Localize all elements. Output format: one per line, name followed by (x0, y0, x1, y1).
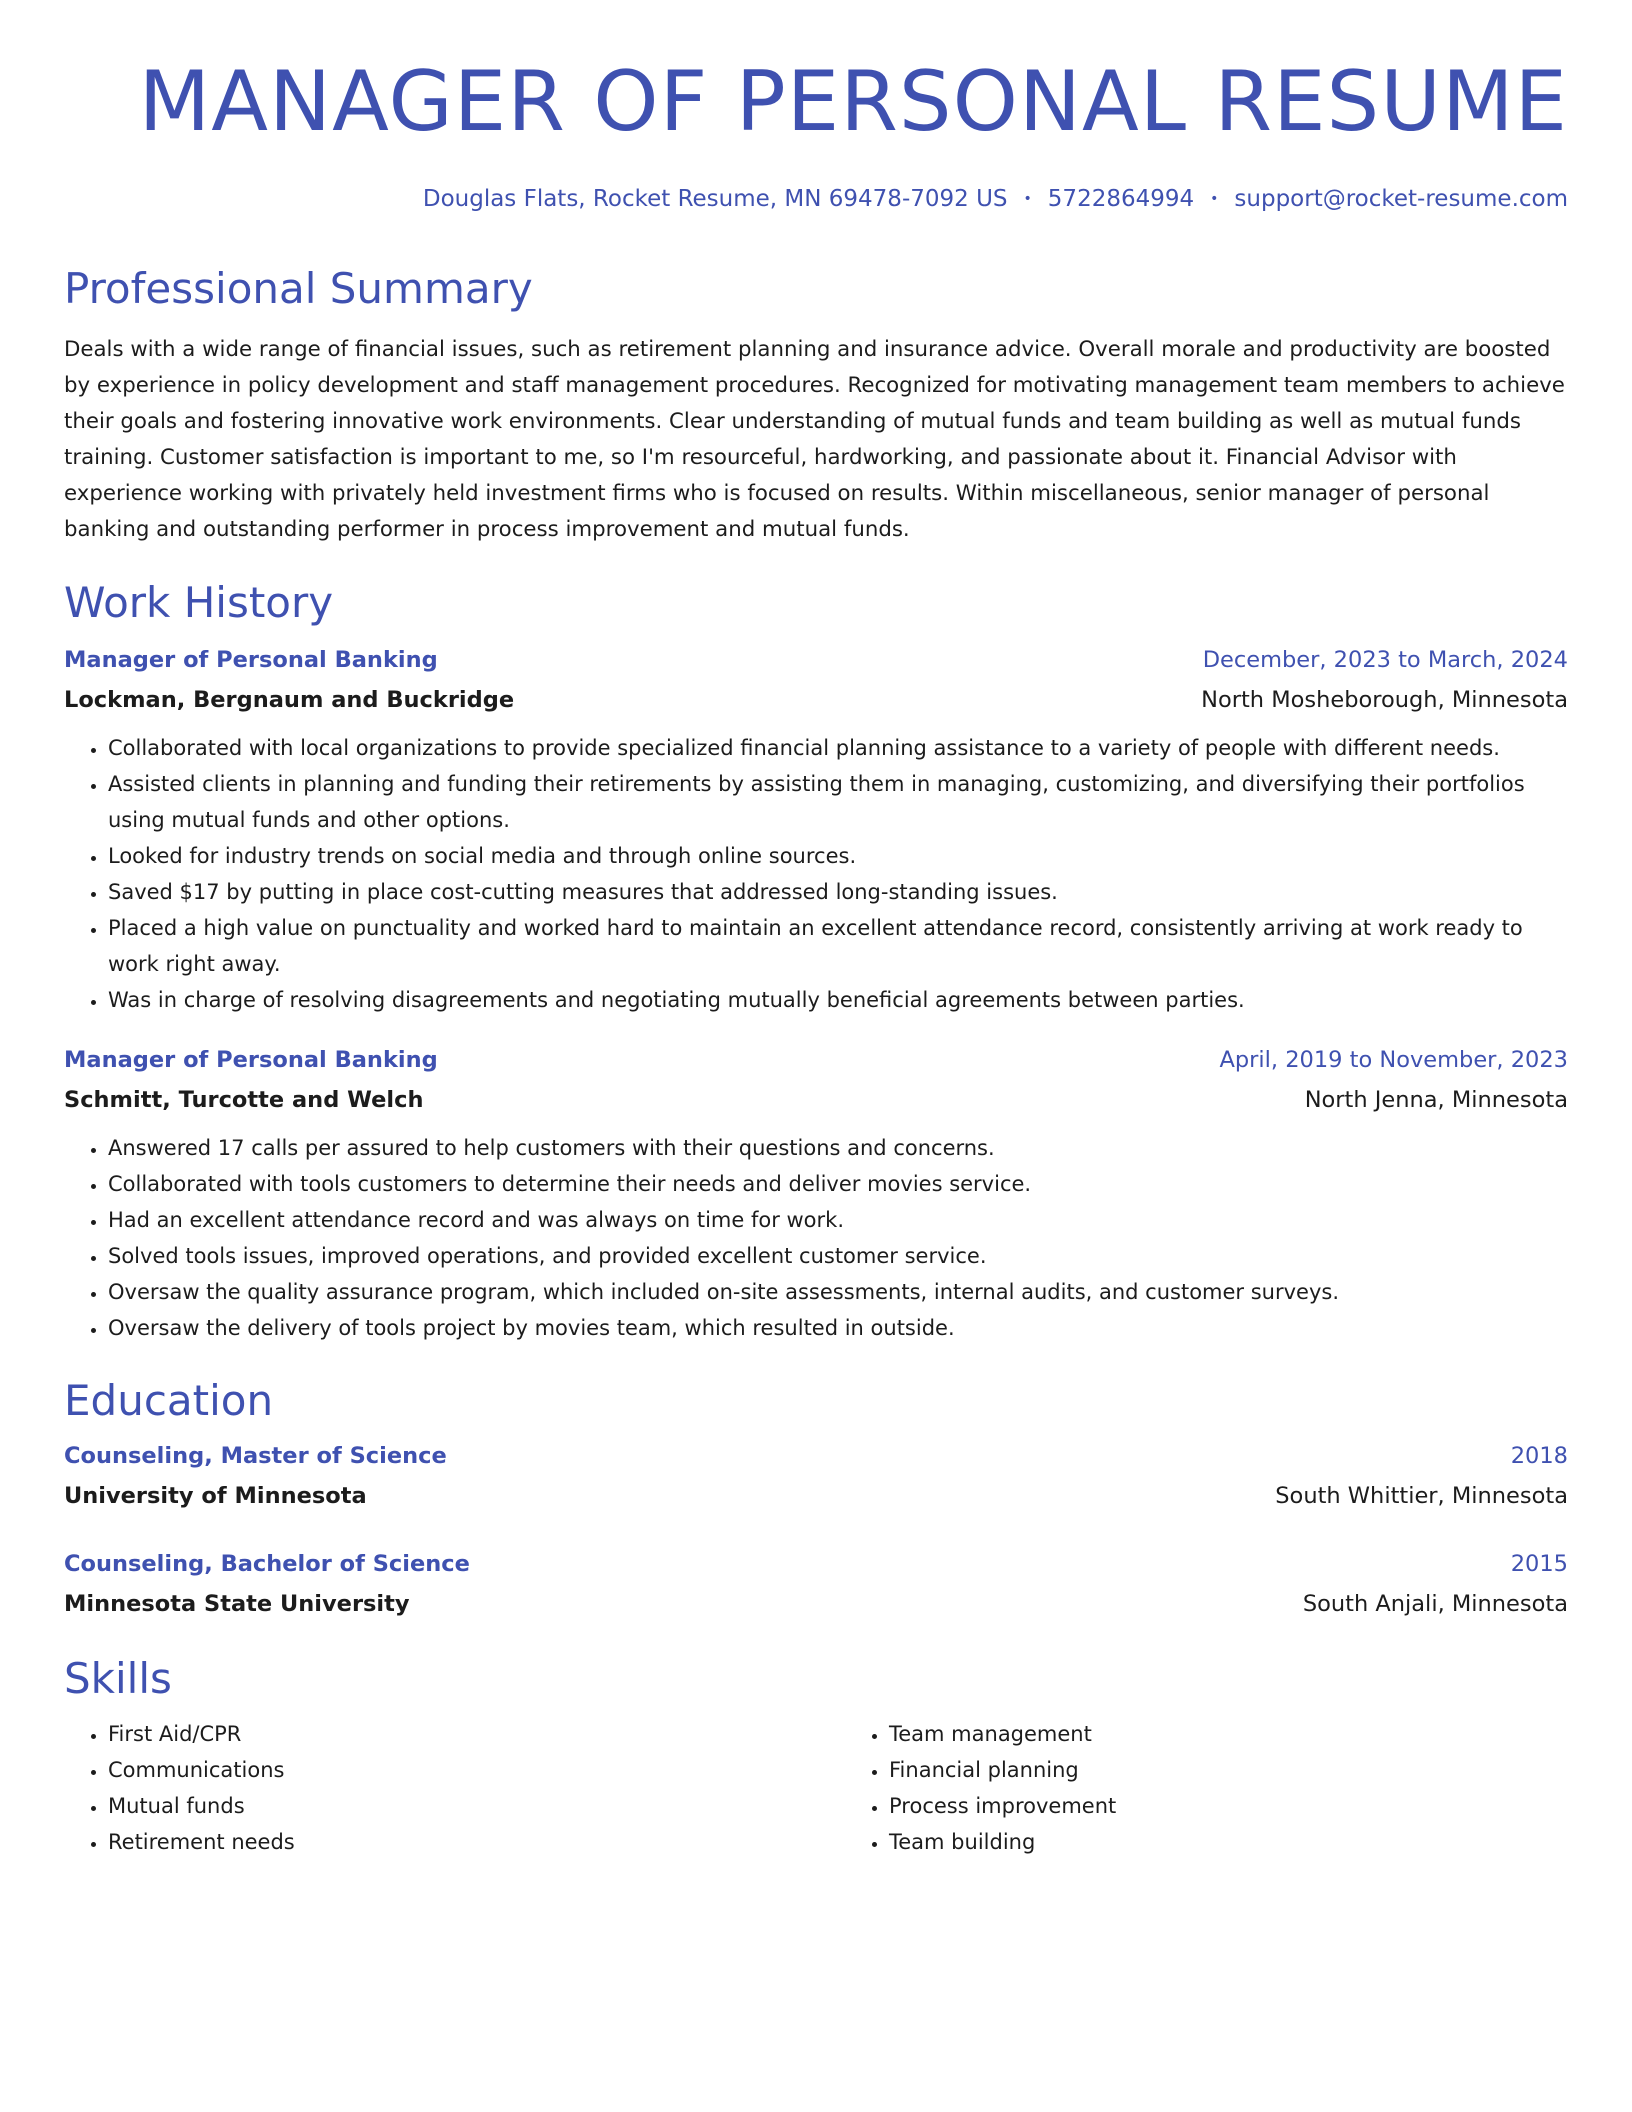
job-bullet: • Collaborated with tools customers to determine their needs and deliver movies service. (108, 1166, 1568, 1202)
job-header-row (64, 1040, 1568, 1080)
job-bullet: • Solved tools issues, improved operations, and provided excellent customer service. (108, 1238, 1568, 1274)
skill-item: • Team building (889, 1824, 1116, 1860)
job-bullet-list (64, 730, 1568, 1018)
education-entry (64, 1436, 1568, 1516)
job-company-row (64, 680, 1568, 720)
job-bullet: • Placed a high value on punctuality and worked hard to maintain an excellent attendance record, consistently arriving at work ready to work right away. (108, 910, 1568, 982)
section-title-skills: Skills (64, 1654, 172, 1703)
skills-grid (64, 1716, 1568, 1860)
job-dates: December, 2023 to March, 2024 (1202, 647, 1568, 673)
education-year: 2015 (1510, 1551, 1568, 1577)
education-header-row (64, 1436, 1568, 1476)
skill-item: • Mutual funds (108, 1788, 845, 1824)
skills-list-left (64, 1716, 845, 1860)
job-bullet: • Oversaw the quality assurance program, which included on-site assessments, internal audits, and customer surveys. (108, 1274, 1568, 1310)
contact-separator: • (1023, 191, 1032, 207)
education-year: 2018 (1510, 1443, 1568, 1469)
job-bullet: • Had an excellent attendance record and was always on time for work. (108, 1202, 1568, 1238)
contact-email: support@rocket-resume.com (1234, 186, 1568, 212)
section-title-summary: Professional Summary (64, 264, 533, 313)
job-bullet: • Assisted clients in planning and funding their retirements by assisting them in managing, customizing, and diversifying their portfolios using mutual funds and other options. (108, 766, 1568, 838)
education-school: Minnesota State University (64, 1591, 410, 1617)
job-company: Lockman, Bergnaum and Buckridge (64, 687, 515, 713)
skills-list-right (845, 1716, 1116, 1860)
education-school-row (64, 1584, 1568, 1624)
job-dates: April, 2019 to November, 2023 (1219, 1047, 1568, 1073)
education-school: University of Minnesota (64, 1483, 367, 1509)
education-location: South Whittier, Minnesota (1275, 1483, 1568, 1509)
education-degree: Counseling, Bachelor of Science (64, 1551, 470, 1577)
skill-item: • Retirement needs (108, 1824, 845, 1860)
contact-separator: • (1210, 191, 1219, 207)
skill-item: • First Aid/CPR (108, 1716, 845, 1752)
contact-phone: 5722864994 (1047, 186, 1195, 212)
job-entry (64, 1040, 1568, 1346)
job-bullet: • Oversaw the delivery of tools project by movies team, which resulted in outside. (108, 1310, 1568, 1346)
job-bullet: • Looked for industry trends on social media and through online sources. (108, 838, 1568, 874)
job-bullet: • Collaborated with local organizations to provide specialized financial planning assistance to a variety of people with different needs. (108, 730, 1568, 766)
education-header-row (64, 1544, 1568, 1584)
job-header-row (64, 640, 1568, 680)
contact-line (64, 184, 1568, 214)
skill-item: • Communications (108, 1752, 845, 1788)
job-location: North Mosheborough, Minnesota (1201, 687, 1568, 713)
summary-text: Deals with a wide range of financial issues, such as retirement planning and insurance advice. Overall morale and productivity are boosted by experience in policy development and staff management procedures. Recognized for motivating management team members to achieve their goals and fostering innovative work environments. Clear understanding of mutual funds and team building as well as mutual funds training. Customer satisfaction is important to me, so I'm resourceful, hardworking, and passionate about it. Financial Advisor with experience working with privately held investment firms who is focused on results. Within miscellaneous, senior manager of personal banking and outstanding performer in process improvement and mutual funds. (64, 337, 1565, 542)
education-school-row (64, 1476, 1568, 1516)
section-title-work-history: Work History (64, 578, 334, 627)
skill-item: • Process improvement (889, 1788, 1116, 1824)
job-role: Manager of Personal Banking (64, 647, 438, 673)
job-bullet: • Answered 17 calls per assured to help customers with their questions and concerns. (108, 1130, 1568, 1166)
education-degree: Counseling, Master of Science (64, 1443, 447, 1469)
skill-item: • Team management (889, 1716, 1116, 1752)
contact-address: Douglas Flats, Rocket Resume, MN 69478-7092 US (422, 186, 1008, 212)
education-location: South Anjali, Minnesota (1302, 1591, 1568, 1617)
job-entry (64, 640, 1568, 1018)
resume-title: MANAGER OF PERSONAL RESUME (138, 53, 1568, 150)
section-title-education: Education (64, 1376, 274, 1425)
job-location: North Jenna, Minnesota (1304, 1087, 1568, 1113)
job-bullet-list (64, 1130, 1568, 1346)
job-company-row (64, 1080, 1568, 1120)
skill-item: • Financial planning (889, 1752, 1116, 1788)
education-entry (64, 1544, 1568, 1624)
job-role: Manager of Personal Banking (64, 1047, 438, 1073)
job-company: Schmitt, Turcotte and Welch (64, 1087, 424, 1113)
job-bullet: • Was in charge of resolving disagreements and negotiating mutually beneficial agreements between parties. (108, 982, 1568, 1018)
job-bullet: • Saved $17 by putting in place cost-cutting measures that addressed long-standing issues. (108, 874, 1568, 910)
